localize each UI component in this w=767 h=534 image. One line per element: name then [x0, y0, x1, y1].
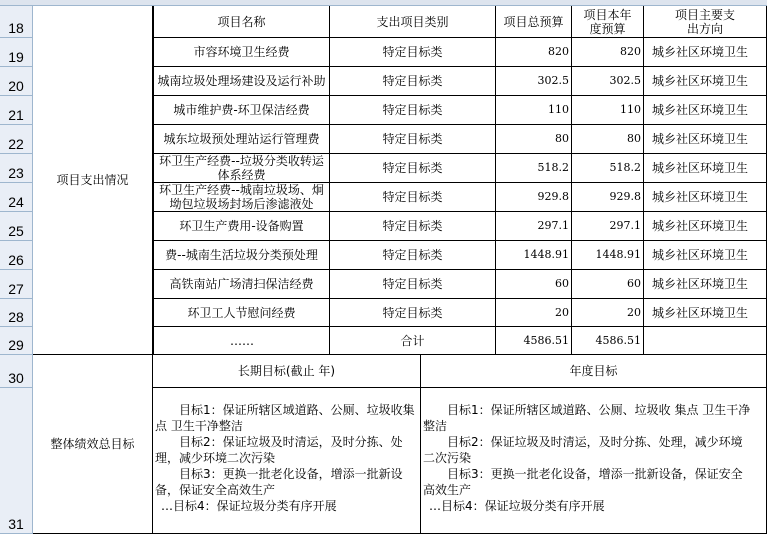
- year-budget-cell: 518.2: [572, 154, 644, 183]
- project-name-cell: 高铁南站广场清扫保洁经费: [153, 270, 330, 299]
- annual-goal-body: [421, 388, 767, 534]
- project-name-cell: 环卫生产经费--城南垃圾场、炯坳包垃圾场封场后渗滤液处: [153, 183, 330, 212]
- expense-type-cell: 特定目标类: [330, 212, 496, 241]
- year-budget-cell: 1448.91: [572, 241, 644, 270]
- total-budget-cell: 929.8: [496, 183, 572, 212]
- project-name-cell: 市容环境卫生经费: [153, 38, 330, 67]
- summary-total: 4586.51: [496, 327, 572, 355]
- total-budget-cell: 110: [496, 96, 572, 125]
- project-name-cell: 环卫生产费用-设备购置: [153, 212, 330, 241]
- row-number[interactable]: 26: [0, 241, 33, 270]
- goal-item: 目标1：保证所辖区域道路、公厕、垃圾收集点 卫生干净整洁: [155, 403, 415, 433]
- project-name-cell: 环卫生产经费--垃圾分类收转运体系经费: [153, 154, 330, 183]
- year-budget-cell: 929.8: [572, 183, 644, 212]
- summary-year: 4586.51: [572, 327, 644, 355]
- header-total-budget: 项目总预算: [496, 6, 572, 38]
- direction-cell: 城乡社区环境卫生: [644, 154, 767, 183]
- annual-goal-list: [423, 402, 753, 514]
- direction-cell: 城乡社区环境卫生: [644, 241, 767, 270]
- expense-type-cell: 特定目标类: [330, 67, 496, 96]
- year-budget-cell: 80: [572, 125, 644, 154]
- row-number[interactable]: 29: [0, 327, 33, 355]
- expense-section-label: 项目支出情况: [33, 6, 153, 355]
- total-budget-cell: 1448.91: [496, 241, 572, 270]
- total-budget-cell: 297.1: [496, 212, 572, 241]
- row-number[interactable]: 25: [0, 212, 33, 241]
- year-budget-cell: 302.5: [572, 67, 644, 96]
- total-budget-cell: 80: [496, 125, 572, 154]
- goal-item: 目标2：保证垃圾及时清运，及时分拣、处理，减少环境二次污染: [155, 435, 403, 465]
- goal-item: 目标3：更换一批老化设备，增添一批新设备，保证安全高效生产: [155, 467, 403, 497]
- expense-type-cell: 特定目标类: [330, 96, 496, 125]
- expense-type-cell: 特定目标类: [330, 154, 496, 183]
- project-name-cell: 环卫工人节慰问经费: [153, 299, 330, 327]
- direction-cell: 城乡社区环境卫生: [644, 67, 767, 96]
- row-number[interactable]: 28: [0, 299, 33, 327]
- summary-direction-empty: [644, 327, 767, 355]
- direction-cell: 城乡社区环境卫生: [644, 96, 767, 125]
- expense-type-cell: 特定目标类: [330, 241, 496, 270]
- direction-cell: 城乡社区环境卫生: [644, 125, 767, 154]
- goal-section-label: 整体绩效总目标: [33, 355, 153, 534]
- summary-dots: ……: [153, 327, 330, 355]
- project-name-cell: 城南垃圾处理场建设及运行补助: [153, 67, 330, 96]
- row-number[interactable]: 27: [0, 270, 33, 299]
- row-number[interactable]: 20: [0, 67, 33, 96]
- row-number[interactable]: 23: [0, 154, 33, 183]
- goal-item: 目标3：更换一批老化设备，增添一批新设备，保证安全高效生产: [423, 467, 743, 497]
- direction-cell: 城乡社区环境卫生: [644, 299, 767, 327]
- row-number[interactable]: 18: [0, 6, 33, 38]
- row-number[interactable]: 22: [0, 125, 33, 154]
- header-project-name: 项目名称: [153, 6, 330, 38]
- year-budget-cell: 20: [572, 299, 644, 327]
- year-budget-cell: 60: [572, 270, 644, 299]
- row-number[interactable]: 24: [0, 183, 33, 212]
- project-name-cell: 城东垃圾预处理站运行管理费: [153, 125, 330, 154]
- row-number[interactable]: 30: [0, 355, 33, 388]
- goal-item: …目标4：保证垃圾分类有序开展: [161, 499, 337, 513]
- goal-item: 目标1：保证所辖区域道路、公厕、垃圾收 集点 卫生干净整洁: [423, 403, 751, 433]
- project-name-cell: 城市维护费-环卫保洁经费: [153, 96, 330, 125]
- goal-item: 目标2：保证垃圾及时清运，及时分拣、处理，减少环境二次污染: [423, 435, 743, 465]
- year-budget-cell: 110: [572, 96, 644, 125]
- row-number[interactable]: 31: [0, 388, 33, 534]
- total-budget-cell: 518.2: [496, 154, 572, 183]
- total-budget-cell: 302.5: [496, 67, 572, 96]
- total-budget-cell: 20: [496, 299, 572, 327]
- row-number[interactable]: 19: [0, 38, 33, 67]
- expense-type-cell: 特定目标类: [330, 125, 496, 154]
- goal-item: …目标4：保证垃圾分类有序开展: [429, 499, 605, 513]
- header-year-budget: 项目本年度预算: [572, 6, 644, 38]
- direction-cell: 城乡社区环境卫生: [644, 212, 767, 241]
- expense-type-cell: 特定目标类: [330, 183, 496, 212]
- direction-cell: 城乡社区环境卫生: [644, 38, 767, 67]
- expense-type-cell: 特定目标类: [330, 38, 496, 67]
- header-expense-type: 支出项目类别: [330, 6, 496, 38]
- expense-type-cell: 特定目标类: [330, 270, 496, 299]
- summary-label: 合计: [330, 327, 496, 355]
- year-budget-cell: 820: [572, 38, 644, 67]
- long-term-goal-list: [155, 402, 419, 514]
- direction-cell: 城乡社区环境卫生: [644, 183, 767, 212]
- project-name-cell: 费--城南生活垃圾分类预处理: [153, 241, 330, 270]
- year-budget-cell: 297.1: [572, 212, 644, 241]
- row-number[interactable]: 21: [0, 96, 33, 125]
- direction-cell: 城乡社区环境卫生: [644, 270, 767, 299]
- total-budget-cell: 820: [496, 38, 572, 67]
- long-term-goal-body: [153, 388, 421, 534]
- expense-type-cell: 特定目标类: [330, 299, 496, 327]
- header-direction: 项目主要支出方向: [644, 6, 767, 38]
- total-budget-cell: 60: [496, 270, 572, 299]
- long-term-goal-header: 长期目标(截止 年): [153, 355, 421, 388]
- annual-goal-header: 年度目标: [421, 355, 767, 388]
